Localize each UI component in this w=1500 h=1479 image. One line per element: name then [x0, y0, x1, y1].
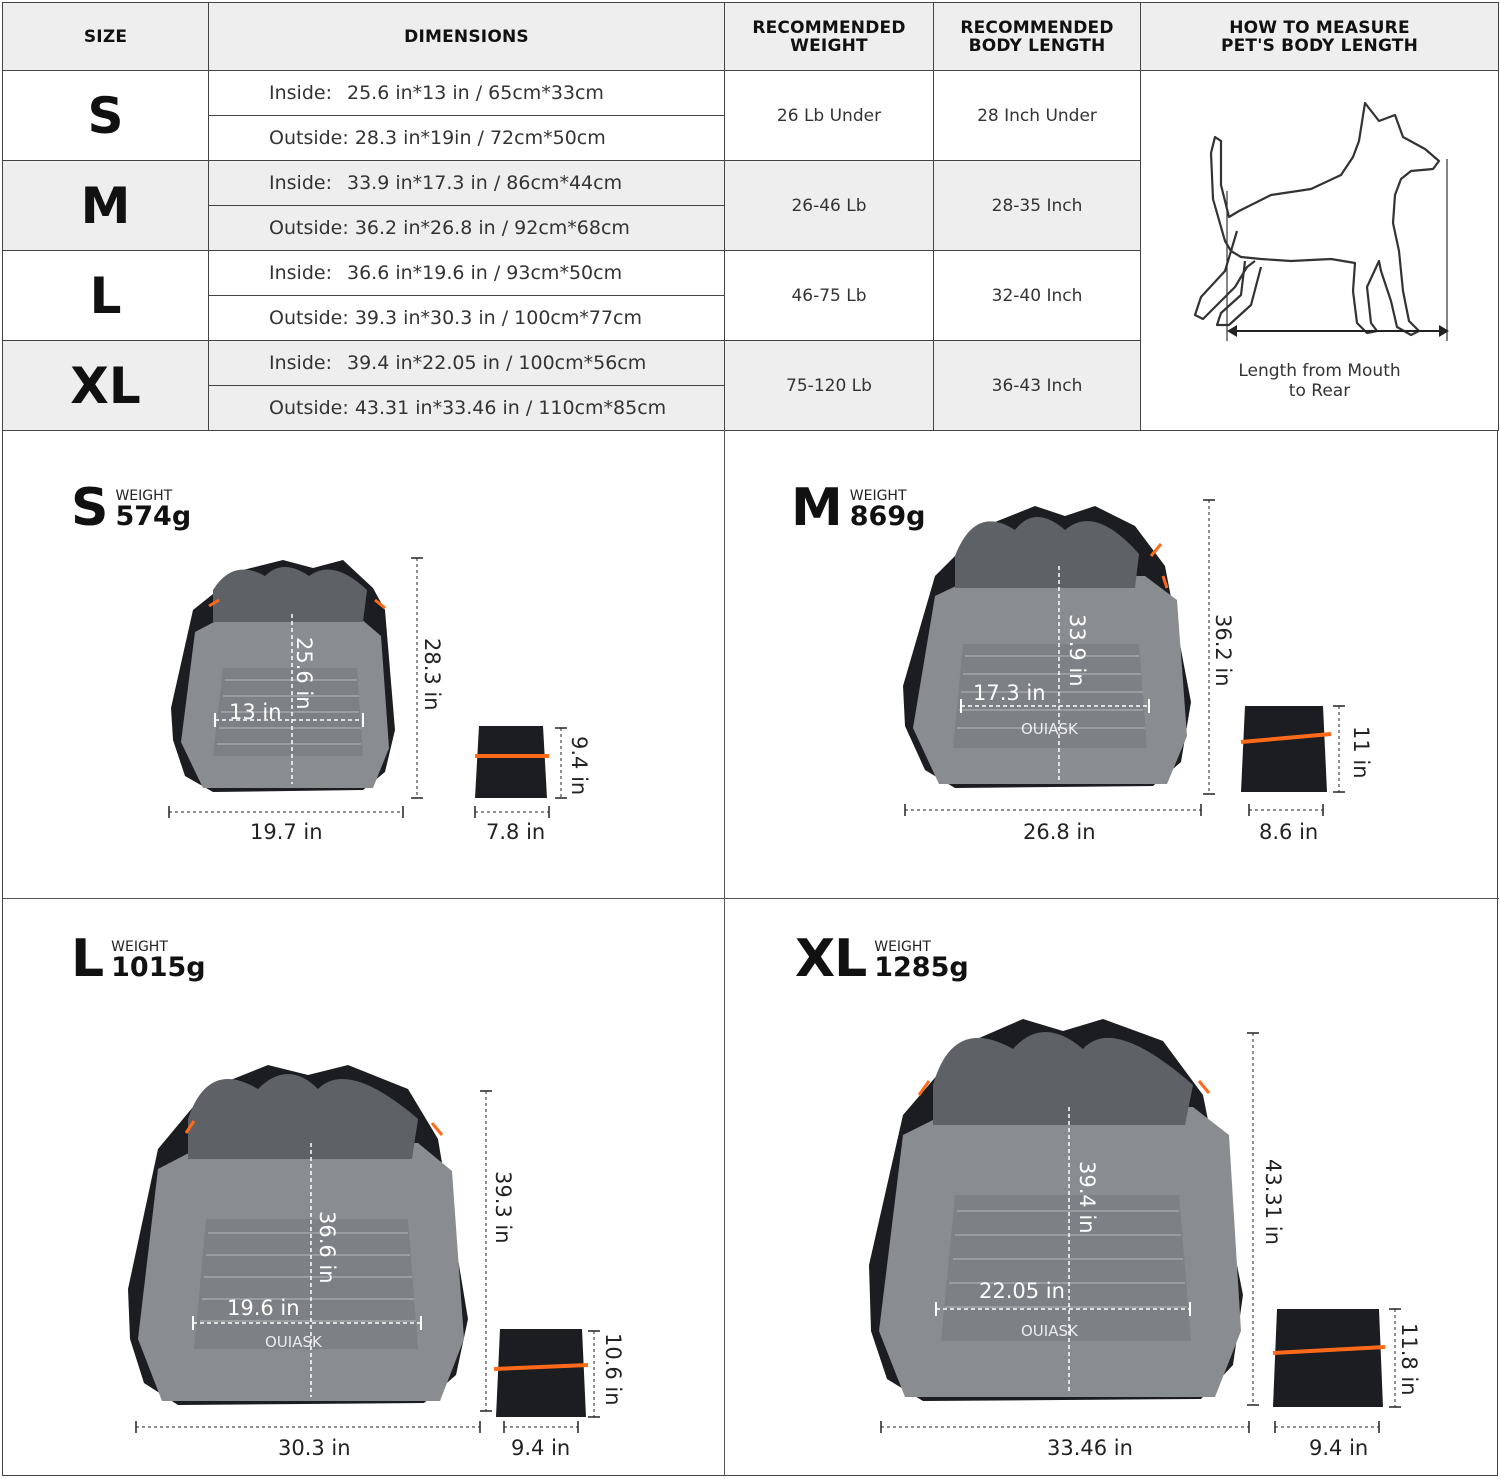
header-body-length: RECOMMENDED BODY LENGTH [934, 3, 1141, 71]
inner-length: 36.6 in [315, 1211, 339, 1284]
inner-length: 33.9 in [1065, 614, 1089, 687]
weight-label: WEIGHT [115, 488, 173, 504]
outer-width: 33.46 in [1047, 1436, 1133, 1460]
bag-width: 8.6 in [1259, 820, 1319, 844]
bed-illustration [153, 550, 593, 850]
table-header-row [3, 3, 1499, 71]
inner-width: 17.3 in [973, 681, 1046, 705]
bag-width: 9.4 in [1309, 1436, 1369, 1460]
recommended-weight: 26 Lb Under [725, 71, 934, 161]
bag-height: 11 in [1349, 726, 1373, 779]
weight-label: WEIGHT [111, 939, 168, 955]
size-label: XL [3, 341, 209, 431]
product-panel-m [725, 430, 1499, 898]
weight-value: 869g [849, 501, 926, 532]
weight-value: 574g [115, 501, 192, 532]
inside-dimensions: Inside: 39.4 in*22.05 in / 100cm*56cm [209, 341, 725, 386]
product-panel-xl [725, 899, 1499, 1476]
outer-width: 26.8 in [1023, 820, 1096, 844]
bag-width: 9.4 in [511, 1436, 571, 1460]
inner-length: 25.6 in [292, 637, 316, 710]
recommended-length: 28 Inch Under [934, 71, 1141, 161]
recommended-length: 32-40 Inch [934, 251, 1141, 341]
inner-width: 13 in [229, 700, 282, 724]
inside-dimensions: Inside: 25.6 in*13 in / 65cm*33cm [209, 71, 725, 116]
outside-dimensions: Outside: 36.2 in*26.8 in / 92cm*68cm [209, 206, 725, 251]
brand-logo: OUIASK [265, 1333, 322, 1351]
recommended-weight: 46-75 Lb [725, 251, 934, 341]
size-label: L [71, 929, 104, 989]
product-grid [2, 430, 1498, 1476]
recommended-length: 36-43 Inch [934, 341, 1141, 431]
bag-width: 7.8 in [486, 820, 546, 844]
product-panel-l [3, 899, 724, 1476]
outside-dimensions: Outside: 39.3 in*30.3 in / 100cm*77cm [209, 296, 725, 341]
bed-illustration [118, 1039, 638, 1459]
size-label: S [71, 478, 108, 538]
bag-height: 11.8 in [1397, 1323, 1421, 1396]
outer-width: 30.3 in [278, 1436, 351, 1460]
weight-label: WEIGHT [874, 939, 931, 955]
header-how-to-measure: HOW TO MEASURE PET'S BODY LENGTH [1141, 3, 1499, 71]
header-size: SIZE [3, 3, 209, 71]
inside-dimensions: Inside: 33.9 in*17.3 in / 86cm*44cm [209, 161, 725, 206]
measure-guide [1141, 71, 1499, 431]
header-weight: RECOMMENDED WEIGHT [725, 3, 934, 71]
outer-length: 28.3 in [420, 638, 444, 711]
brand-logo: OUIASK [111, 701, 168, 719]
bag-height: 10.6 in [601, 1333, 625, 1406]
product-header [795, 929, 969, 989]
measure-caption: Length from Mouth to Rear [1238, 360, 1401, 401]
brand-logo: OUIASK [1021, 720, 1078, 738]
weight-value: 1285g [874, 952, 969, 983]
inner-width: 22.05 in [979, 1279, 1065, 1303]
weight-label: WEIGHT [849, 488, 907, 504]
outside-dimensions: Outside: 43.31 in*33.46 in / 110cm*85cm [209, 386, 725, 431]
size-table [2, 2, 1499, 431]
size-label: M [791, 478, 842, 538]
dog-outline-icon [1181, 91, 1461, 381]
size-label: M [3, 161, 209, 251]
product-header [71, 929, 206, 989]
outer-width: 19.7 in [250, 820, 323, 844]
bag-height: 9.4 in [567, 736, 591, 796]
product-panel-s [3, 430, 724, 898]
outer-length: 43.31 in [1261, 1159, 1285, 1245]
recommended-weight: 26-46 Lb [725, 161, 934, 251]
product-header [71, 478, 192, 538]
brand-logo: OUIASK [1021, 1322, 1078, 1340]
inside-dimensions: Inside: 36.6 in*19.6 in / 93cm*50cm [209, 251, 725, 296]
inner-width: 19.6 in [227, 1296, 300, 1320]
recommended-weight: 75-120 Lb [725, 341, 934, 431]
outer-length: 39.3 in [491, 1171, 515, 1244]
weight-value: 1015g [111, 952, 206, 983]
bed-illustration [895, 496, 1395, 846]
size-label: S [3, 71, 209, 161]
size-label: L [3, 251, 209, 341]
table-row [3, 71, 1499, 116]
outer-length: 36.2 in [1211, 614, 1235, 687]
header-dimensions: DIMENSIONS [209, 3, 725, 71]
size-label: XL [795, 929, 867, 989]
outside-dimensions: Outside: 28.3 in*19in / 72cm*50cm [209, 116, 725, 161]
inner-length: 39.4 in [1075, 1161, 1099, 1234]
recommended-length: 28-35 Inch [934, 161, 1141, 251]
bed-illustration [863, 995, 1423, 1455]
